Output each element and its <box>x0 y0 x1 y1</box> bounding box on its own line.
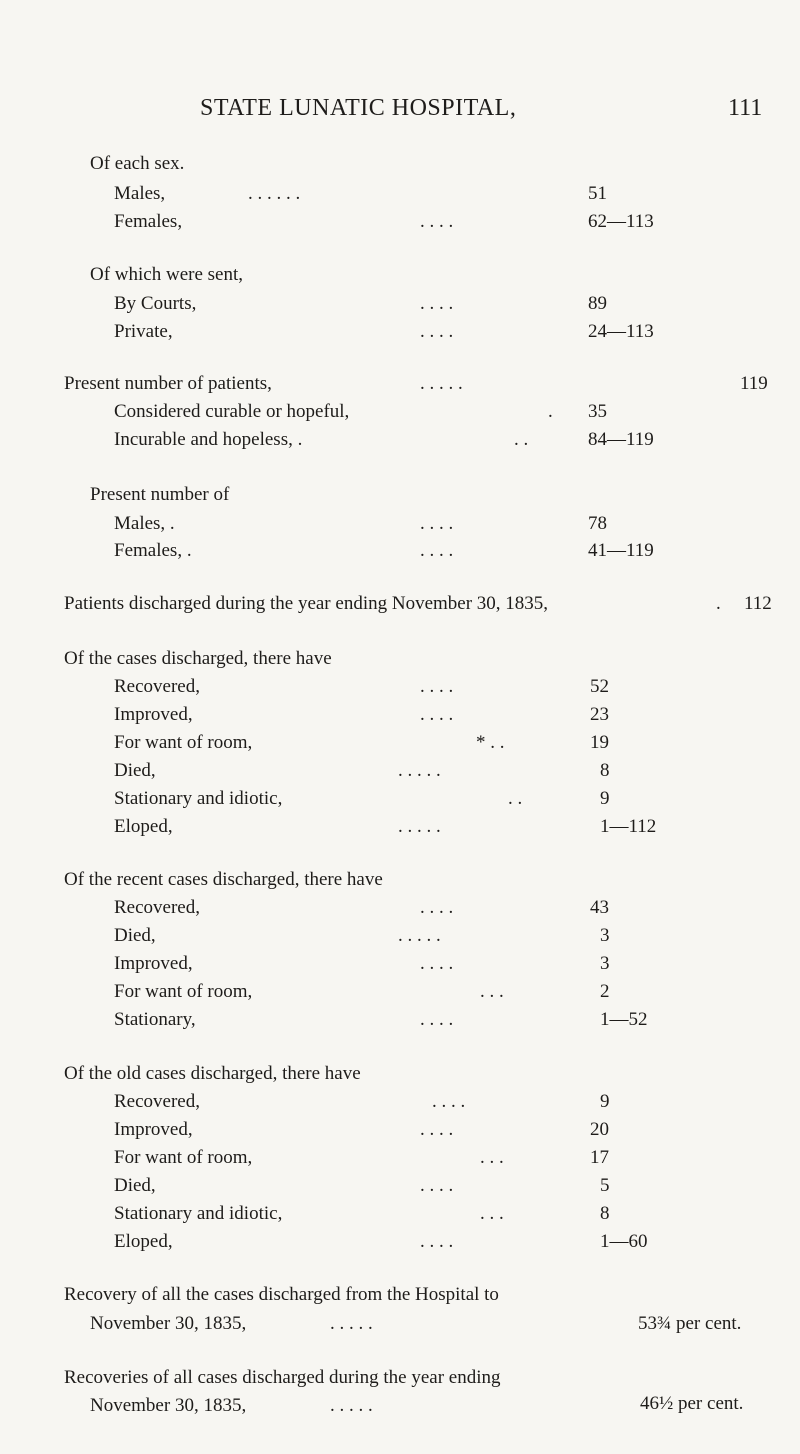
cases-old-row-value: 1—60 <box>600 1231 648 1252</box>
sex-row-value: 51 <box>588 183 607 204</box>
leader-dots: * . . <box>476 732 505 753</box>
recovery-all-line2: November 30, 1835, <box>90 1313 247 1334</box>
leader-dots: . . . . <box>420 704 454 725</box>
leader-dots: . . . . <box>420 321 454 342</box>
cases-recent-row-value: 3 <box>600 925 610 946</box>
present-sex-row-value: 41—119 <box>588 540 654 561</box>
leader-dots: . . . . . <box>330 1313 373 1334</box>
recovery-year-line2: November 30, 1835, <box>90 1395 247 1416</box>
leader-dots: . . . <box>480 1147 504 1168</box>
present-total: 119 <box>740 373 768 394</box>
leader-dots: . <box>716 593 721 614</box>
sex-row-label: Males, <box>114 183 166 204</box>
sent-heading: Of which were sent, <box>90 264 244 285</box>
leader-dots: . . . . <box>420 211 454 232</box>
cases-all-heading: Of the cases discharged, there have <box>64 648 332 669</box>
leader-dots: . . <box>514 429 529 450</box>
discharged-text: Patients discharged during the year ending November 30, 1835, <box>64 593 549 614</box>
leader-dots: . . . . <box>420 897 454 918</box>
recovery-all-line1: Recovery of all the cases discharged from the Hospital to <box>64 1284 499 1305</box>
cases-old-row-value: 20 <box>590 1119 609 1140</box>
leader-dots: . . . . <box>432 1091 466 1112</box>
cases-old-row-label: Eloped, <box>114 1231 173 1252</box>
cases-recent-row-label: Improved, <box>114 953 193 974</box>
cases-old-row-value: 5 <box>600 1175 610 1196</box>
cases-all-row-label: Recovered, <box>114 676 200 697</box>
cases-old-heading: Of the old cases discharged, there have <box>64 1063 361 1084</box>
leader-dots: . . . . <box>420 1009 454 1030</box>
present-sex-heading: Present number of <box>90 484 230 505</box>
recovery-year-value: 46½ per cent. <box>640 1393 744 1414</box>
cases-all-row-value: 19 <box>590 732 609 753</box>
cases-recent-row-label: Stationary, <box>114 1009 196 1030</box>
leader-dots: . . . . . <box>330 1395 373 1416</box>
cases-all-row-label: Died, <box>114 760 156 781</box>
leader-dots: . . . . . <box>398 760 441 781</box>
cases-recent-heading: Of the recent cases discharged, there have <box>64 869 383 890</box>
cases-recent-row-value: 1—52 <box>600 1009 648 1030</box>
cases-all-row-value: 9 <box>600 788 610 809</box>
leader-dots: . . . . . <box>398 816 441 837</box>
leader-dots: . <box>548 401 553 422</box>
cases-old-row-value: 17 <box>590 1147 609 1168</box>
sent-row-value: 24—113 <box>588 321 654 342</box>
present-row-value: 35 <box>588 401 607 422</box>
leader-dots: . . . . . <box>398 925 441 946</box>
recovery-all-value: 53¾ per cent. <box>638 1313 742 1334</box>
leader-dots: . . . . <box>420 676 454 697</box>
cases-old-row-label: For want of room, <box>114 1147 253 1168</box>
cases-old-row-label: Recovered, <box>114 1091 200 1112</box>
sex-row-value: 62—113 <box>588 211 654 232</box>
present-sex-row-label: Males, . <box>114 513 175 534</box>
sex-heading: Of each sex. <box>90 153 185 174</box>
cases-all-row-label: For want of room, <box>114 732 253 753</box>
cases-old-row-label: Stationary and idiotic, <box>114 1203 283 1224</box>
leader-dots: . . . . <box>420 513 454 534</box>
leader-dots: . . . . <box>420 1231 454 1252</box>
sent-row-label: By Courts, <box>114 293 197 314</box>
cases-all-row-label: Improved, <box>114 704 193 725</box>
cases-recent-row-label: Recovered, <box>114 897 200 918</box>
page-number: 111 <box>728 95 763 121</box>
cases-recent-row-value: 2 <box>600 981 610 1002</box>
cases-all-row-label: Eloped, <box>114 816 173 837</box>
leader-dots: . . . . <box>420 953 454 974</box>
present-row-value: 84—119 <box>588 429 654 450</box>
present-heading: Present number of patients, <box>64 373 272 394</box>
cases-recent-row-label: Died, <box>114 925 156 946</box>
cases-all-row-value: 23 <box>590 704 609 725</box>
cases-old-row-value: 9 <box>600 1091 610 1112</box>
leader-dots: . . . . <box>420 293 454 314</box>
leader-dots: . . . . <box>420 1175 454 1196</box>
cases-recent-row-value: 43 <box>590 897 609 918</box>
leader-dots: . . . . . <box>420 373 463 394</box>
cases-all-row-value: 1—112 <box>600 816 657 837</box>
cases-old-row-label: Died, <box>114 1175 156 1196</box>
cases-all-row-value: 8 <box>600 760 610 781</box>
leader-dots: . . . <box>480 1203 504 1224</box>
recovery-year-line1: Recoveries of all cases discharged during the year ending <box>64 1367 501 1388</box>
leader-dots: . . . <box>480 981 504 1002</box>
sent-row-value: 89 <box>588 293 607 314</box>
discharged-total: 112 <box>744 593 772 614</box>
cases-recent-row-label: For want of room, <box>114 981 253 1002</box>
sent-row-label: Private, <box>114 321 173 342</box>
cases-old-row-label: Improved, <box>114 1119 193 1140</box>
present-row-label: Considered curable or hopeful, <box>114 401 350 422</box>
leader-dots: . . . . <box>420 540 454 561</box>
cases-old-row-value: 8 <box>600 1203 610 1224</box>
present-sex-row-label: Females, . <box>114 540 192 561</box>
present-sex-row-value: 78 <box>588 513 607 534</box>
cases-all-row-label: Stationary and idiotic, <box>114 788 283 809</box>
leader-dots: . . . . . . <box>248 183 301 204</box>
leader-dots: . . . . <box>420 1119 454 1140</box>
cases-all-row-value: 52 <box>590 676 609 697</box>
cases-recent-row-value: 3 <box>600 953 610 974</box>
present-row-label: Incurable and hopeless, . <box>114 429 303 450</box>
leader-dots: . . <box>508 788 523 809</box>
running-header: STATE LUNATIC HOSPITAL, <box>200 95 517 121</box>
sex-row-label: Females, <box>114 211 183 232</box>
